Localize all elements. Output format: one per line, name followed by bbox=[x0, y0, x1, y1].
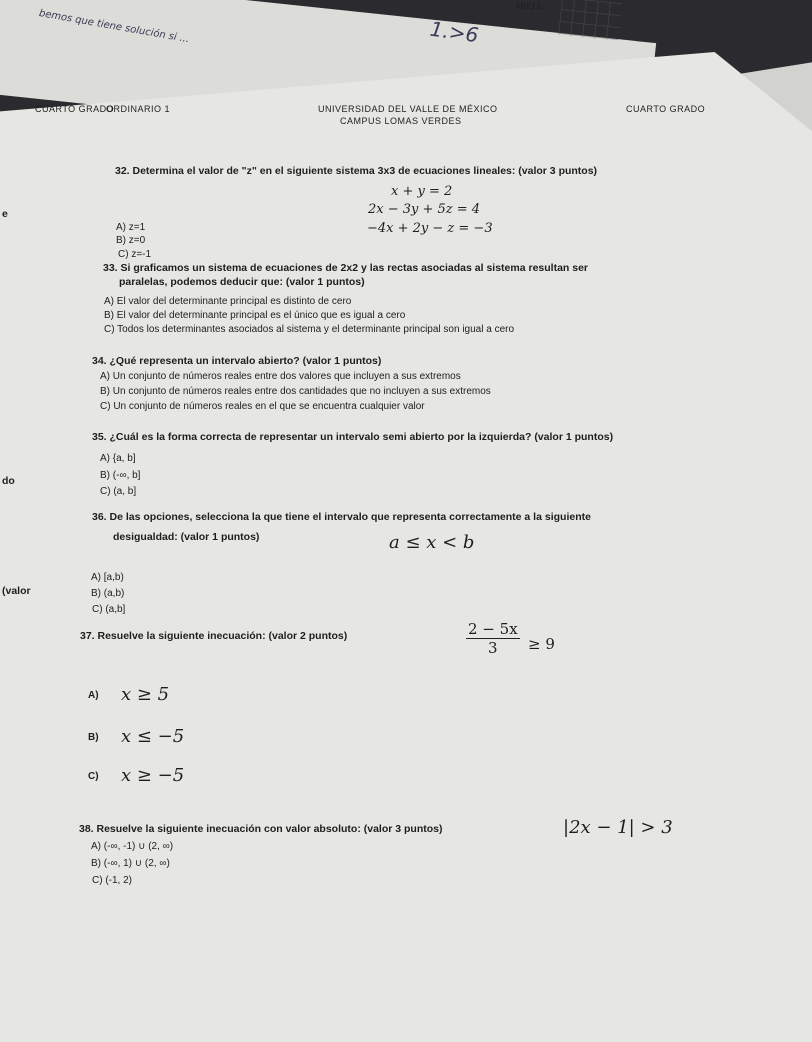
q36-inequality: a ≤ x < b bbox=[389, 532, 475, 553]
question-38: 38. Resuelve la siguiente inecuación con valor absoluto: (valor 3 puntos) bbox=[79, 823, 443, 835]
margin-fragment-valor: (valor bbox=[2, 585, 31, 597]
q37-option-b: x ≤ −5 bbox=[121, 726, 185, 747]
q37-denominator: 3 bbox=[488, 639, 498, 657]
q37-option-c-letter: C) bbox=[88, 771, 99, 782]
header-university: UNIVERSIDAD DEL VALLE DE MÉXICO bbox=[318, 104, 498, 114]
graph-grid-fragment bbox=[558, 0, 622, 41]
q35-option-c: C) (a, b] bbox=[100, 486, 137, 497]
q35-option-a: A) {a, b] bbox=[100, 453, 136, 464]
q37-rhs: ≥ 9 bbox=[528, 635, 555, 653]
question-33-line2: paralelas, podemos deducir que: (valor 1 puntos) bbox=[119, 276, 365, 288]
question-37: 37. Resuelve la siguiente inecuación: (valor 2 puntos) bbox=[80, 630, 348, 642]
q34-option-a: A) Un conjunto de números reales entre dos valores que incluyen a sus extremos bbox=[100, 371, 461, 382]
question-34: 34. ¿Qué representa un intervalo abierto? (valor 1 puntos) bbox=[92, 355, 382, 367]
q32-equation-1: x + y = 2 bbox=[391, 184, 453, 199]
q32-option-b: B) z=0 bbox=[116, 235, 146, 246]
header-grade-right: CUARTO GRADO bbox=[626, 104, 706, 114]
question-36-line1: 36. De las opciones, selecciona la que tiene el intervalo que representa correctamente a la siguiente bbox=[92, 511, 591, 523]
top-sheet-label: ARIO 1 bbox=[515, 2, 542, 11]
q33-option-a: A) El valor del determinante principal es distinto de cero bbox=[104, 296, 352, 307]
header-exam: ORDINARIO 1 bbox=[106, 104, 171, 114]
q33-option-c: C) Todos los determinantes asociados al sistema y el determinante principal son igual a cero bbox=[104, 324, 515, 335]
question-35: 35. ¿Cuál es la forma correcta de representar un intervalo semi abierto por la izquierda? (valor 1 puntos) bbox=[92, 431, 614, 443]
q32-equation-3: −4x + 2y − z = −3 bbox=[367, 221, 493, 236]
top-sheet-scribble: bemos que tiene solución si ... bbox=[38, 8, 191, 46]
question-33-line1: 33. Si graficamos un sistema de ecuaciones de 2x2 y las rectas asociadas al sistema resultan ser bbox=[103, 262, 589, 274]
q37-option-a: x ≥ 5 bbox=[121, 684, 170, 705]
q36-option-a: A) [a,b) bbox=[91, 572, 124, 583]
q37-option-a-letter: A) bbox=[88, 690, 99, 701]
q32-option-a: A) z=1 bbox=[116, 222, 146, 233]
q33-option-b: B) El valor del determinante principal es el único que es igual a cero bbox=[104, 310, 406, 321]
header-grade-left: CUARTO GRADO bbox=[35, 104, 115, 114]
q38-option-a: A) (-∞, -1) ∪ (2, ∞) bbox=[91, 841, 174, 852]
top-sheet-handwriting: 1.>6 bbox=[428, 16, 481, 48]
q38-inequality: |2x − 1| > 3 bbox=[563, 817, 673, 838]
header-campus: CAMPUS LOMAS VERDES bbox=[340, 116, 462, 126]
question-32: 32. Determina el valor de "z" en el siguiente sistema 3x3 de ecuaciones lineales: (valor 3 puntos) bbox=[115, 165, 598, 177]
q32-equation-2: 2x − 3y + 5z = 4 bbox=[368, 202, 481, 217]
q32-option-c: C) z=-1 bbox=[118, 249, 152, 260]
q37-option-c: x ≥ −5 bbox=[121, 765, 185, 786]
q38-option-b: B) (-∞, 1) ∪ (2, ∞) bbox=[91, 858, 170, 869]
margin-fragment-do: do bbox=[2, 475, 15, 487]
q34-option-c: C) Un conjunto de números reales en el que se encuentra cualquier valor bbox=[100, 401, 425, 412]
margin-fragment-e: e bbox=[2, 208, 8, 220]
q38-option-c: C) (-1, 2) bbox=[92, 875, 132, 886]
q37-numerator: 2 − 5x bbox=[468, 620, 518, 638]
q34-option-b: B) Un conjunto de números reales entre dos cantidades que no incluyen a sus extremos bbox=[100, 386, 491, 397]
question-36-line2: desigualdad: (valor 1 puntos) bbox=[113, 531, 260, 543]
q36-option-c: C) (a,b] bbox=[92, 604, 126, 615]
q35-option-b: B) (-∞, b] bbox=[100, 470, 141, 481]
q36-option-b: B) (a,b) bbox=[91, 588, 125, 599]
q37-option-b-letter: B) bbox=[88, 732, 99, 743]
q37-fraction bbox=[466, 620, 520, 657]
